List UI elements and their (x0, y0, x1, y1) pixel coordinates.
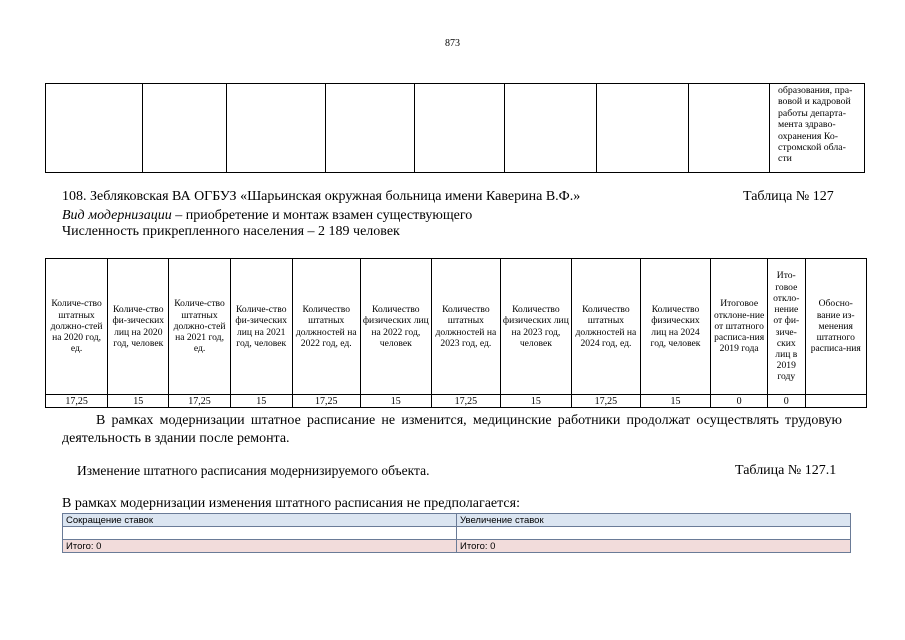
reduction-header: Сокращение ставок (63, 514, 457, 527)
modernization-value: – приобретение и монтаж взамен существующего (171, 208, 473, 223)
column-header: Количе-ство штатных должно-стей на 2020 год, ед. (46, 259, 108, 395)
value-cell: 17,25 (46, 395, 108, 408)
values-row (46, 395, 867, 408)
table-cell (142, 84, 226, 173)
modernization-label: Вид модернизации (62, 208, 172, 223)
header-row (46, 259, 867, 395)
note-line: вовой и кадровой (778, 96, 851, 108)
column-header: Количество физических лиц на 2022 год, человек (360, 259, 431, 395)
table-cell (226, 84, 325, 173)
note-cell (770, 84, 865, 173)
increase-header: Увеличение ставок (457, 514, 851, 527)
value-cell: 15 (108, 395, 169, 408)
increase-total: Итого: 0 (457, 540, 851, 553)
value-cell: 15 (500, 395, 571, 408)
change-title: Изменение штатного расписания модернизируемого объекта. (77, 463, 430, 478)
table-cell (689, 84, 770, 173)
staffing-change-table (62, 513, 851, 553)
column-header: Обосно-вание из-менения штатного расписа-ния (805, 259, 867, 395)
continuation-table (45, 83, 865, 173)
explanation-paragraph: В рамках модернизации штатное расписание не изменится, медицинские работники продолжат осуществлять трудовую деятельность в здании после ремонта. (62, 413, 842, 446)
no-change-text: В рамках модернизации изменения штатного расписания не предполагается: (62, 496, 520, 511)
staffing-total-row (63, 540, 851, 553)
column-header: Количе-ство фи-зических лиц на 2020 год, человек (108, 259, 169, 395)
reduction-total: Итого: 0 (63, 540, 457, 553)
modernization-type (62, 208, 472, 224)
value-cell: 17,25 (292, 395, 360, 408)
table-cell (63, 527, 457, 540)
note-line: охранения Ко- (778, 130, 839, 142)
value-cell: 17,25 (169, 395, 230, 408)
column-header: Количе-ство штатных должно-стей на 2021 год, ед. (169, 259, 230, 395)
population-line: Численность прикрепленного населения – 2 189 человек (62, 224, 400, 239)
column-header: Итоговое отклоне-ние от штатного расписа-ния 2019 года (711, 259, 768, 395)
value-cell (805, 395, 867, 408)
value-cell: 0 (711, 395, 768, 408)
table-cell (457, 527, 851, 540)
value-cell: 15 (360, 395, 431, 408)
facility-title: 108. Зебляковская ВА ОГБУЗ «Шарьинская окружная больница имени Каверина В.Ф.» (62, 189, 581, 204)
value-cell: 17,25 (432, 395, 501, 408)
staffing-header-row (63, 514, 851, 527)
note-line: образования, пра- (778, 85, 853, 96)
page-number: 873 (445, 38, 460, 49)
column-header: Ито-говое откло-нение от фи-зиче-ских лиц в 2019 году (768, 259, 805, 395)
table-number-2: Таблица № 127.1 (735, 463, 837, 478)
note-text (770, 84, 864, 165)
staffing-numbers-table (45, 258, 867, 408)
value-cell: 15 (640, 395, 710, 408)
table-cell (414, 84, 505, 173)
value-cell: 17,25 (572, 395, 641, 408)
note-line: мента здраво- (778, 119, 836, 131)
note-line: работы департа- (778, 107, 847, 119)
table-cell (597, 84, 689, 173)
value-cell: 15 (230, 395, 292, 408)
table-cell (46, 84, 143, 173)
staffing-empty-row (63, 527, 851, 540)
value-cell: 0 (768, 395, 805, 408)
column-header: Количество физических лиц на 2024 год, человек (640, 259, 710, 395)
table-number: Таблица № 127 (743, 189, 834, 204)
table-cell (505, 84, 597, 173)
column-header: Количе-ство фи-зических лиц на 2021 год, человек (230, 259, 292, 395)
table-cell (325, 84, 414, 173)
column-header: Количество штатных должностей на 2024 год, ед. (572, 259, 641, 395)
column-header: Количество штатных должностей на 2022 год, ед. (292, 259, 360, 395)
column-header: Количество физических лиц на 2023 год, человек (500, 259, 571, 395)
column-header: Количество штатных должностей на 2023 год, ед. (432, 259, 501, 395)
note-line: сти (778, 153, 792, 165)
note-line: стромской обла- (778, 142, 846, 154)
